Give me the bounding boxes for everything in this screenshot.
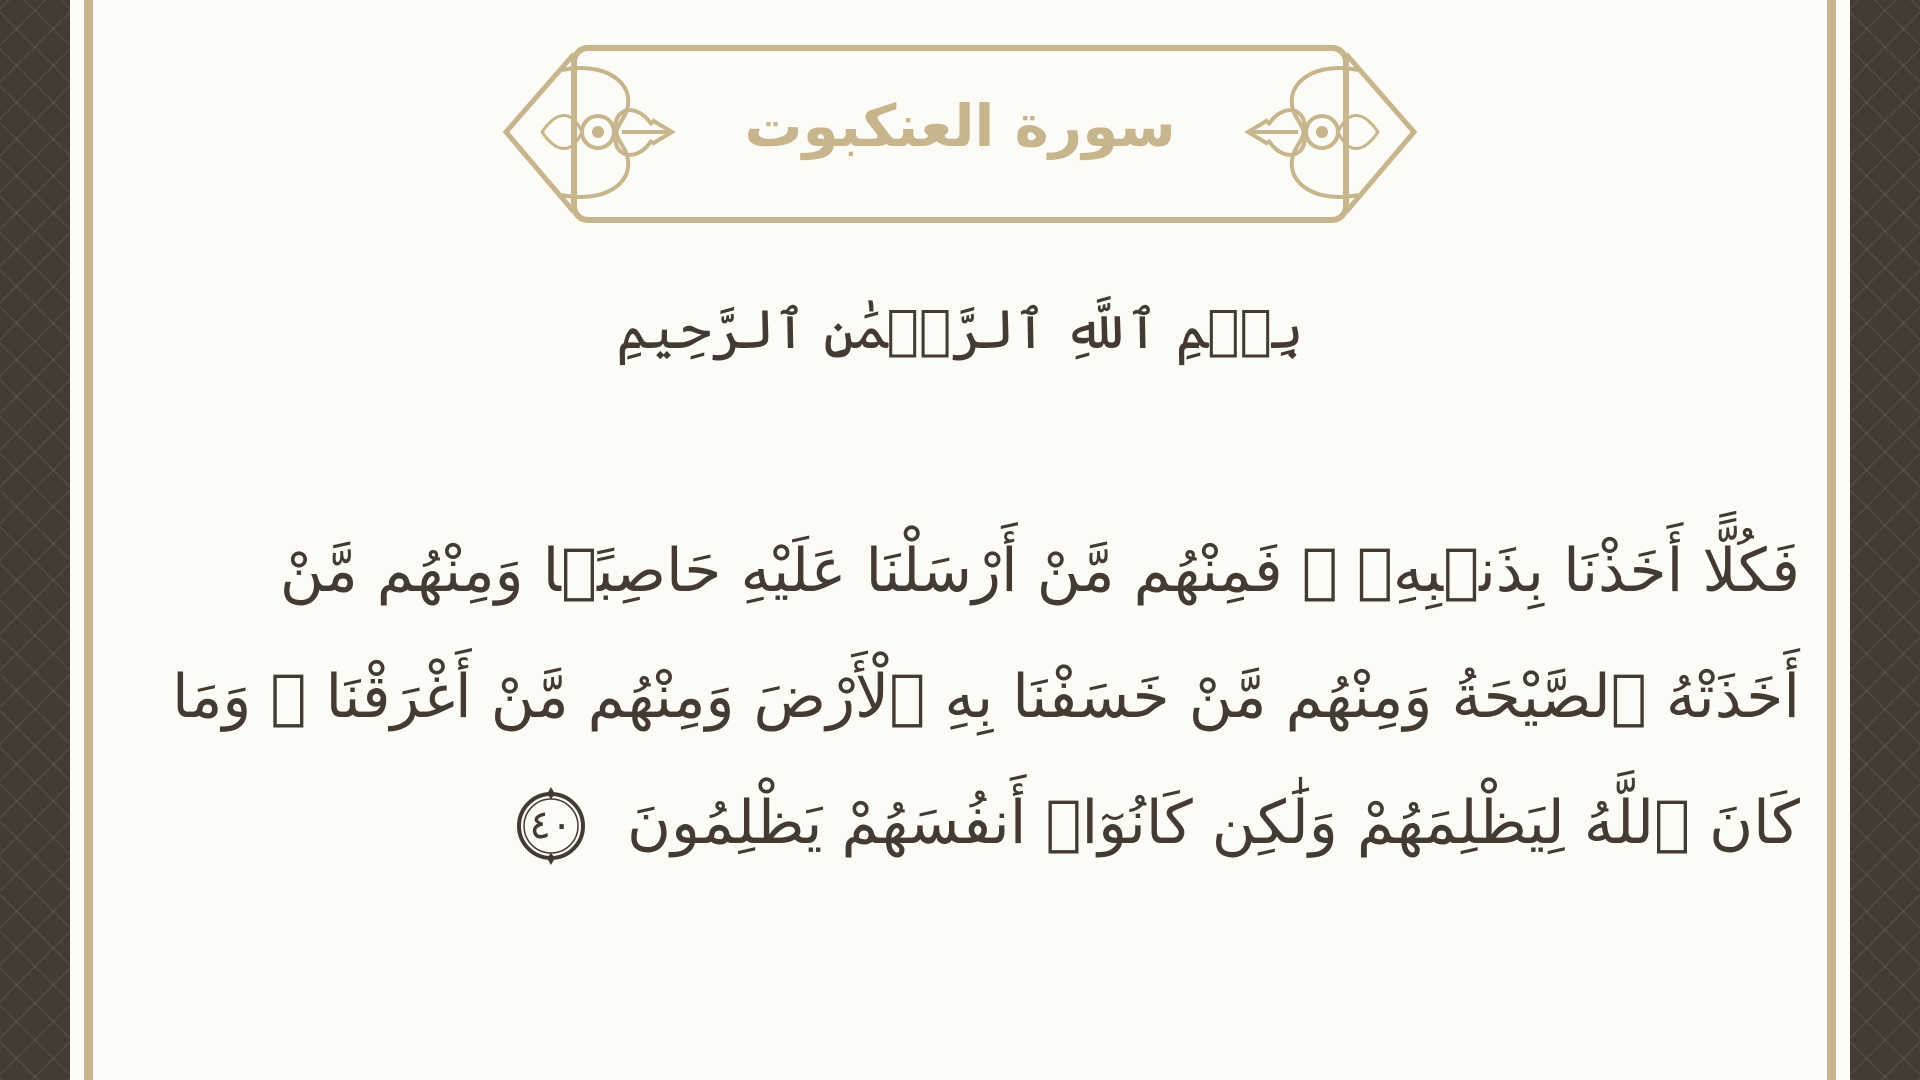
ayah-number: ٤٠ (529, 802, 573, 849)
right-decorative-border (1850, 0, 1920, 1080)
left-decorative-border (0, 0, 70, 1080)
right-gold-rule (1827, 0, 1836, 1080)
surah-title: سورة العنكبوت (744, 92, 1176, 160)
left-gold-rule (84, 0, 93, 1080)
basmala: بِسۡمِ ٱللَّهِ ٱلرَّحۡمَٰنِ ٱلرَّحِيمِ (616, 298, 1304, 361)
verse-block (150, 508, 1800, 886)
verse-text: فَكُلًّا أَخَذْنَا بِذَنۢبِهِۦ ۖ فَمِنْهُم مَّنْ أَرْسَلْنَا عَلَيْهِ حَاصِبًۭا وَمِنْهُم مَّنْ أَخَذَتْهُ ٱلصَّيْحَةُ وَمِنْهُم مَّنْ خَسَفْنَا بِهِ ٱلْأَرْضَ وَمِنْهُم مَّنْ أَغْرَقْنَا ۚ وَمَا كَانَ ٱللَّهُ لِيَظْلِمَهُمْ وَلَٰكِن كَانُوٓا۟ أَنفُسَهُمْ يَظْلِمُونَ (171, 536, 1800, 858)
ayah-end-marker-icon (512, 787, 590, 865)
surah-title-frame (502, 40, 1418, 225)
